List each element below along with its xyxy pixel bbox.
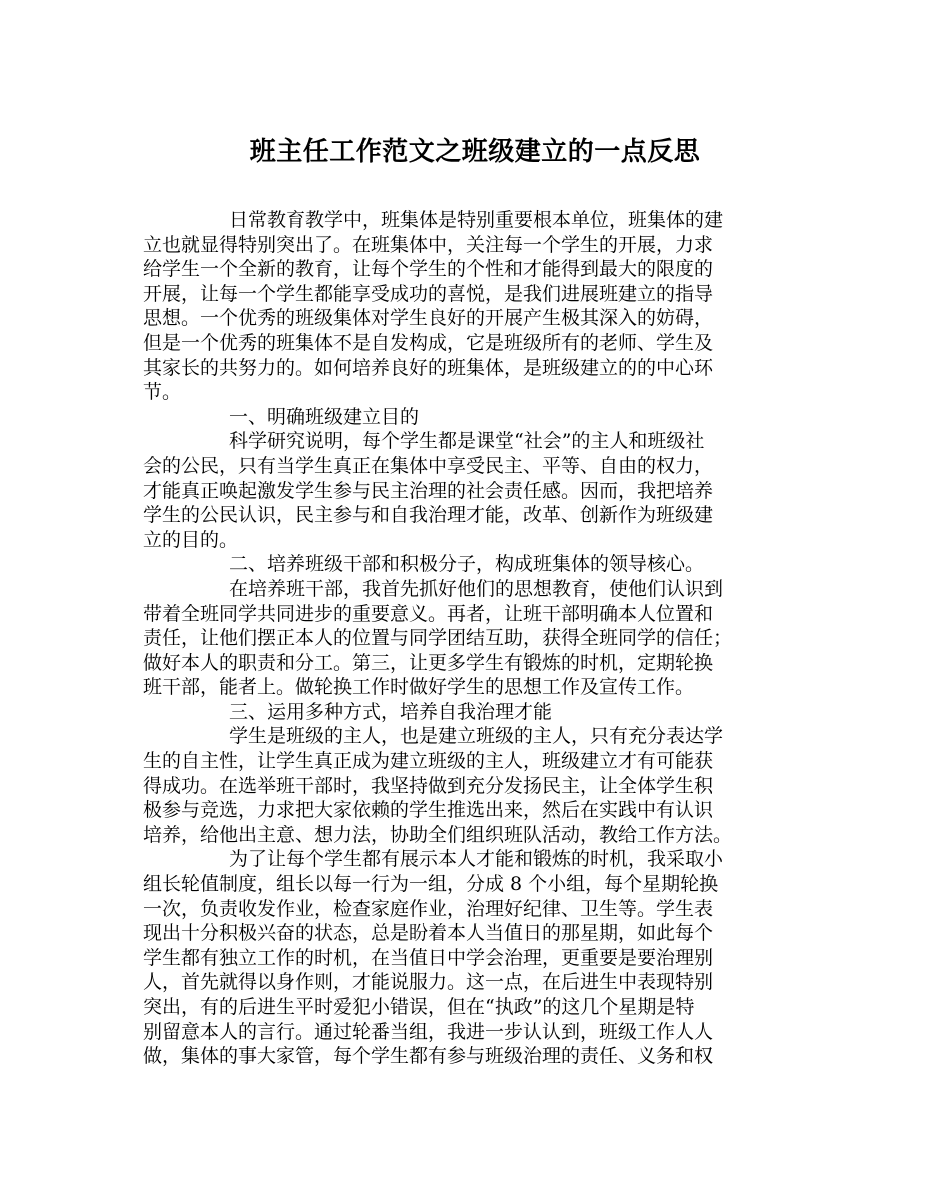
body-line: 突出，有的后进生平时爱犯小错误，但在“执政”的这几个星期是特 — [143, 996, 695, 1018]
body-line: 日常教育教学中，班集体是特别重要根本单位，班集体的建 — [229, 209, 724, 231]
body-line: 一次，负责收发作业，检查家庭作业，治理好纪律、卫生等。学生表 — [143, 897, 714, 920]
body-line: 开展，让每一个学生都能享受成功的喜悦，是我们进展班建立的指导 — [143, 282, 714, 305]
body-line: 学生的公民认识，民主参与和自我治理才能，改革、创新作为班级建 — [143, 504, 714, 527]
body-line: 学生是班级的主人，也是建立班级的主人，只有充分表达学 — [229, 725, 724, 748]
body-line: 做好本人的职责和分工。第三，让更多学生有锻炼的时机，定期轮换 — [143, 651, 714, 674]
body-line: 别留意本人的言行。通过轮番当组，我进一步认认到，班级工作人人 — [143, 1020, 714, 1043]
body-line: 但是一个优秀的班集体不是自发构成，它是班级所有的老师、学生及 — [143, 331, 714, 354]
body-line: 人，首先就得以身作则，才能说服力。这一点，在后进生中表现特别 — [143, 971, 714, 994]
body-line: 立也就显得特别突出了。在班集体中，关注每一个学生的开展，力求 — [143, 233, 714, 256]
body-line: 培养，给他出主意、想力法，协助全们组织班队活动，教给工作方法。 — [143, 823, 733, 846]
document-body — [143, 208, 811, 1069]
body-line: 学生都有独立工作的时机，在当值日中学会治理，更重要是要治理别 — [143, 946, 714, 969]
body-line: 节。 — [143, 381, 182, 404]
body-line: 生的自主性，让学生真正成为建立班级的主人，班级建立才有可能获 — [143, 750, 714, 773]
body-line: 在培养班干部，我首先抓好他们的思想教育，使他们认识到 — [229, 577, 724, 600]
body-line: 做，集体的事大家管，每个学生都有参与班级治理的责任、义务和权 — [143, 1045, 714, 1068]
body-line: 组长轮值制度，组长以每一行为一组，分成 8 个小组，每个星期轮换 — [143, 873, 719, 896]
body-line: 得成功。在选举班干部时，我坚持做到充分发扬民主，让全体学生积 — [143, 774, 714, 797]
body-line: 思想。一个优秀的班级集体对学生良好的开展产生极其深入的妨碍， — [143, 307, 714, 330]
body-line: 给学生一个全新的教育，让每个学生的个性和才能得到最大的限度的 — [143, 258, 714, 281]
body-line: 才能真正唤起激发学生参与民主治理的社会责任感。因而，我把培养 — [143, 479, 714, 502]
body-line: 会的公民，只有当学生真正在集体中享受民主、平等、自由的权力， — [143, 454, 714, 477]
body-line: 三、运用多种方式，培养自我治理才能 — [229, 700, 553, 723]
body-line: 科学研究说明，每个学生都是课堂“社会”的主人和班级社 — [229, 430, 705, 453]
document-title: 班主任工作范文之班级建立的一点反思 — [249, 137, 701, 167]
body-line: 责任，让他们摆正本人的位置与同学团结互助，获得全班同学的信任； — [143, 627, 733, 650]
body-line: 班干部，能者上。做轮换工作时做好学生的思想工作及宣传工作。 — [143, 676, 695, 699]
body-line: 为了让每个学生都有展示本人才能和锻炼的时机，我采取小 — [229, 848, 724, 871]
body-line: 一、明确班级建立目的 — [229, 405, 420, 428]
body-line: 其家长的共努力的。如何培养良好的班集体，是班级建立的的中心环 — [143, 356, 714, 379]
body-line: 带着全班同学共同进步的重要意义。再者，让班干部明确本人位置和 — [143, 602, 714, 625]
body-line: 现出十分积极兴奋的状态，总是盼着本人当值日的那星期，如此每个 — [143, 922, 714, 945]
body-line: 二、培养班级干部和积极分子，构成班集体的领导核心。 — [229, 553, 705, 576]
body-line: 立的目的。 — [143, 528, 239, 551]
body-line: 极参与竞选，力求把大家依赖的学生推选出来，然后在实践中有认识 — [143, 799, 714, 822]
